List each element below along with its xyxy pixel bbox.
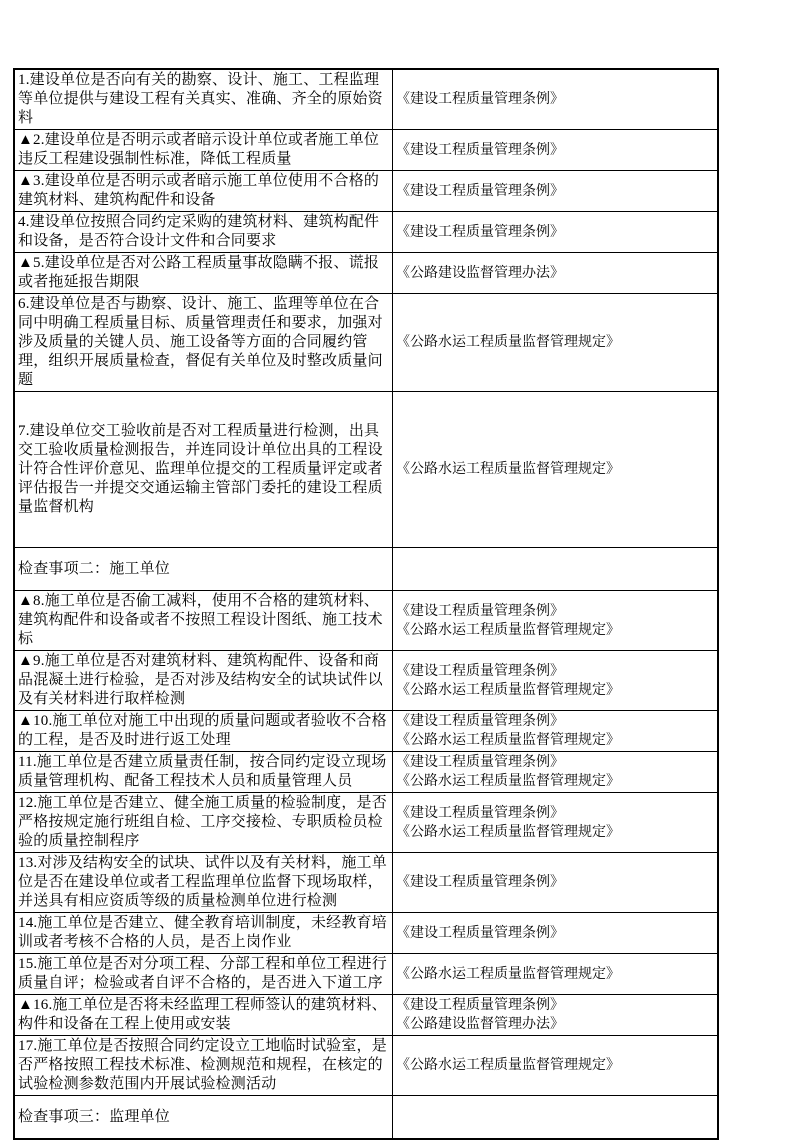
regulation-cell — [393, 253, 719, 294]
question-cell: 13.对涉及结构安全的试块、试件以及有关材料，施工单位是否在建设单位或者工程监理单位监督下现场取样，并送具有相应资质等级的质量检测单位进行检测 — [14, 853, 393, 913]
regulation-ref: 《建设工程质量管理条例》 — [396, 224, 564, 240]
regulation-ref: 《建设工程质量管理条例》 — [396, 875, 564, 890]
regulation-ref: 《建设工程质量管理条例》 — [396, 925, 564, 941]
regulation-cell — [393, 69, 719, 130]
regulation-cell — [393, 954, 719, 995]
question-cell: 14.施工单位是否建立、健全教育培训制度，未经教育培训或者考核不合格的人员，是否上岗作业 — [14, 913, 393, 954]
question-cell: 4.建设单位按照合同约定采购的建筑材料、建筑构配件和设备，是否符合设计文件和合同要求 — [14, 212, 393, 253]
table-row — [14, 913, 718, 954]
regulation-ref: 《建设工程质量管理条例》 — [396, 714, 564, 729]
question-cell: 17.施工单位是否按照合同约定设立工地临时试验室，是否严格按照工程技术标准、检测规范和规程，在核定的试验检测参数范围内开展试验检测活动 — [14, 1036, 393, 1096]
section-title: 检查事项三：监理单位 — [14, 1096, 393, 1140]
regulation-cell — [393, 392, 719, 548]
table-row — [14, 591, 718, 651]
table-row — [14, 548, 718, 591]
table-row — [14, 253, 718, 294]
regulation-ref: 《公路水运工程质量监督管理规定》 — [396, 824, 620, 840]
question-cell: ▲16.施工单位是否将未经监理工程师签认的建筑材料、构件和设备在工程上使用或安装 — [14, 995, 393, 1036]
regulation-ref: 《公路水运工程质量监督管理规定》 — [396, 1058, 620, 1073]
inspection-table — [13, 68, 719, 1140]
table-row — [14, 294, 718, 392]
regulation-ref: 《公路水运工程质量监督管理规定》 — [396, 733, 620, 748]
question-cell: 1.建设单位是否向有关的勘察、设计、施工、工程监理等单位提供与建设工程有关真实、准确、齐全的原始资料 — [14, 69, 393, 130]
question-cell: ▲8.施工单位是否偷工减料，使用不合格的建筑材料、建筑构配件和设备或者不按照工程设计图纸、施工技术标 — [14, 591, 393, 651]
question-cell: 11.施工单位是否建立质量责任制，按合同约定设立现场质量管理机构、配备工程技术人员和质量管理人员 — [14, 752, 393, 793]
table-row — [14, 1036, 718, 1096]
regulation-cell — [393, 793, 719, 853]
regulation-ref: 《建设工程质量管理条例》 — [396, 603, 564, 619]
regulation-ref: 《公路建设监督管理办法》 — [396, 1017, 564, 1032]
regulation-ref: 《公路水运工程质量监督管理规定》 — [396, 462, 620, 477]
question-cell: ▲10.施工单位对施工中出现的质量问题或者验收不合格的工程，是否及时进行返工处理 — [14, 711, 393, 752]
table-row — [14, 711, 718, 752]
table-row — [14, 1096, 718, 1140]
regulation-cell — [393, 913, 719, 954]
regulation-ref: 《公路建设监督管理办法》 — [396, 265, 564, 281]
table-row — [14, 392, 718, 548]
table-row — [14, 212, 718, 253]
regulation-ref: 《公路水运工程质量监督管理规定》 — [396, 682, 620, 698]
regulation-cell — [393, 212, 719, 253]
question-cell: 6.建设单位是否与勘察、设计、施工、监理等单位在合同中明确工程质量目标、质量管理责任和要求，加强对涉及质量的关键人员、施工设备等方面的合同履约管理，组织开展质量检查，督促有关单位及时整改质量问题 — [14, 294, 393, 392]
regulation-cell — [393, 853, 719, 913]
regulation-ref: 《建设工程质量管理条例》 — [396, 663, 564, 679]
table-row — [14, 171, 718, 212]
regulation-ref: 《公路水运工程质量监督管理规定》 — [396, 622, 620, 638]
question-cell: 12.施工单位是否建立、健全施工质量的检验制度，是否严格按规定施行班组自检、工序交接检、专职质检员检验的质量控制程序 — [14, 793, 393, 853]
table-row — [14, 995, 718, 1036]
regulation-cell — [393, 752, 719, 793]
section-title: 检查事项二：施工单位 — [14, 548, 393, 591]
regulation-ref: 《建设工程质量管理条例》 — [396, 92, 564, 107]
table-row — [14, 130, 718, 171]
regulation-cell — [393, 548, 719, 591]
inspection-table-body — [14, 69, 718, 1139]
table-row — [14, 651, 718, 711]
regulation-ref: 《公路水运工程质量监督管理规定》 — [396, 335, 620, 350]
regulation-cell — [393, 711, 719, 752]
regulation-cell — [393, 651, 719, 711]
table-row — [14, 853, 718, 913]
regulation-ref: 《建设工程质量管理条例》 — [396, 755, 564, 770]
regulation-cell — [393, 995, 719, 1036]
question-cell: 7.建设单位交工验收前是否对工程质量进行检测，出具交工验收质量检测报告，并连同设计单位出具的工程设计符合性评价意见、监理单位提交的工程质量评定或者评估报告一并提交交通运输主管部门委托的建设工程质量监督机构 — [14, 392, 393, 548]
regulation-cell — [393, 591, 719, 651]
question-cell: ▲5.建设单位是否对公路工程质量事故隐瞒不报、谎报或者拖延报告期限 — [14, 253, 393, 294]
question-cell: ▲3.建设单位是否明示或者暗示施工单位使用不合格的建筑材料、建筑构配件和设备 — [14, 171, 393, 212]
regulation-cell — [393, 294, 719, 392]
regulation-ref: 《建设工程质量管理条例》 — [396, 805, 564, 821]
regulation-cell — [393, 130, 719, 171]
table-row — [14, 752, 718, 793]
regulation-cell — [393, 1096, 719, 1140]
table-row — [14, 793, 718, 853]
table-row — [14, 69, 718, 130]
table-row — [14, 954, 718, 995]
question-cell: ▲9.施工单位是否对建筑材料、建筑构配件、设备和商品混凝土进行检验，是否对涉及结构安全的试块试件以及有关材料进行取样检测 — [14, 651, 393, 711]
regulation-cell — [393, 171, 719, 212]
regulation-ref: 《公路水运工程质量监督管理规定》 — [396, 966, 620, 982]
regulation-ref: 《公路水运工程质量监督管理规定》 — [396, 774, 620, 789]
regulation-ref: 《建设工程质量管理条例》 — [396, 998, 564, 1013]
regulation-ref: 《建设工程质量管理条例》 — [396, 142, 564, 158]
regulation-cell — [393, 1036, 719, 1096]
question-cell: 15.施工单位是否对分项工程、分部工程和单位工程进行质量自评；检验或者自评不合格的，是否进入下道工序 — [14, 954, 393, 995]
regulation-ref: 《建设工程质量管理条例》 — [396, 183, 564, 199]
question-cell: ▲2.建设单位是否明示或者暗示设计单位或者施工单位违反工程建设强制性标准，降低工程质量 — [14, 130, 393, 171]
